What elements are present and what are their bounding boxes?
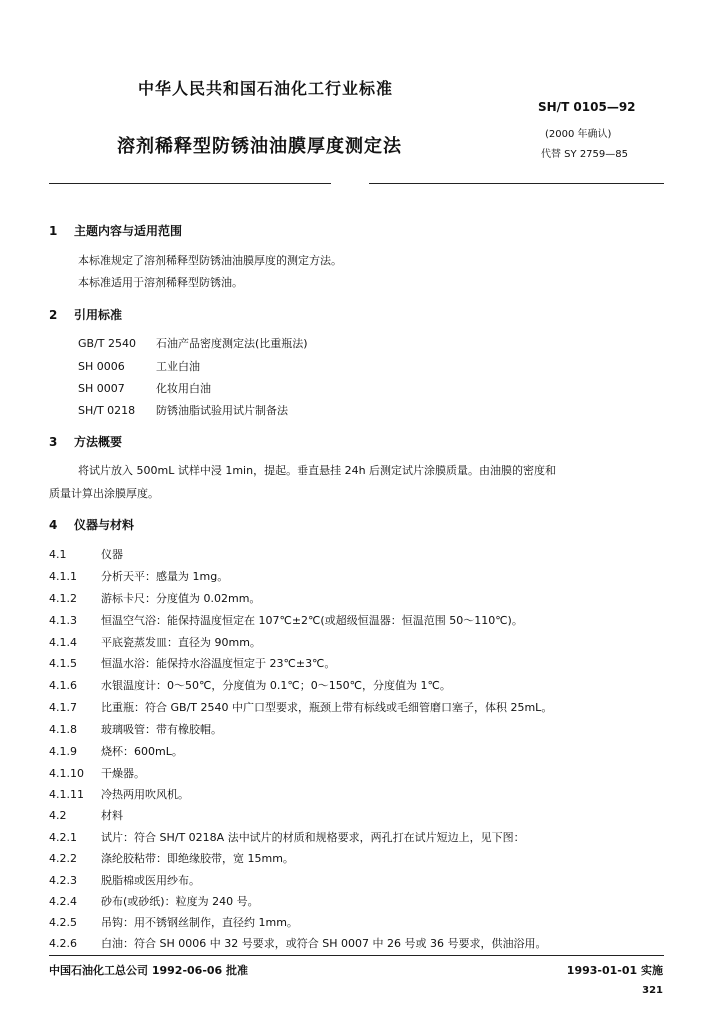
clause-item	[49, 850, 294, 866]
clause-text: 涤纶胶粘带：即绝缘胶带，宽 15mm。	[101, 852, 294, 865]
clause-item	[49, 546, 123, 562]
document-title: 溶剂稀释型防锈油油膜厚度测定法	[117, 136, 402, 157]
clause-item	[49, 590, 260, 606]
clause-item	[49, 807, 123, 823]
header-rule-right	[369, 183, 664, 184]
clause-text: 吊钩：用不锈钢丝制作，直径约 1mm。	[101, 916, 298, 929]
clause-text: 干燥器。	[101, 767, 145, 780]
clause-text: 分析天平：感量为 1mg。	[101, 570, 229, 583]
clause-item	[49, 935, 546, 951]
reference-title: 石油产品密度测定法(比重瓶法)	[156, 337, 308, 350]
clause-item	[49, 765, 145, 781]
clause-item	[49, 829, 525, 845]
section-title: 引用标准	[74, 308, 123, 322]
clause-number: 4.1.6	[49, 679, 77, 692]
clause-text: 平底瓷蒸发皿：直径为 90mm。	[101, 636, 261, 649]
clause-number: 4.2.4	[49, 895, 77, 908]
reference-title: 工业白油	[156, 360, 200, 373]
section-title: 方法概要	[74, 435, 123, 449]
reference-title: 化妆用白油	[156, 382, 211, 395]
clause-number: 4.1.9	[49, 745, 77, 758]
clause-number: 4.1.4	[49, 636, 77, 649]
clause-item	[49, 721, 222, 737]
clause-item	[49, 872, 200, 888]
clause-text: 脱脂棉或医用纱布。	[101, 874, 200, 887]
clause-number: 4.1.3	[49, 614, 77, 627]
clause-text: 砂布(或砂纸)：粒度为 240 号。	[101, 895, 259, 908]
clause-number: 4.2.6	[49, 937, 77, 950]
clause-number: 4.1	[49, 548, 67, 561]
section-3-heading	[49, 433, 122, 450]
section-1-heading	[49, 222, 182, 239]
replaces-note: 代替 SY 2759—85	[541, 149, 628, 160]
confirmation-note: (2000 年确认)	[545, 129, 612, 140]
reference-item	[78, 380, 211, 396]
section-2-heading	[49, 306, 122, 323]
clause-item	[49, 699, 552, 715]
section-number: 1	[49, 224, 58, 238]
section-number: 4	[49, 518, 58, 532]
clause-item	[49, 655, 335, 671]
paragraph-continuation: 质量计算出涂膜厚度。	[49, 487, 159, 500]
footer-rule	[49, 955, 664, 956]
clause-item	[49, 568, 228, 584]
clause-item	[49, 677, 451, 693]
reference-item	[78, 402, 288, 418]
standard-code: SH/T 0105—92	[538, 100, 636, 114]
clause-number: 4.2.5	[49, 916, 77, 929]
clause-text: 恒温水浴：能保持水浴温度恒定于 23℃±3℃。	[101, 657, 336, 670]
reference-item	[78, 358, 200, 374]
clause-number: 4.2	[49, 809, 67, 822]
clause-number: 4.1.8	[49, 723, 77, 736]
paragraph: 本标准规定了溶剂稀释型防锈油油膜厚度的测定方法。	[78, 254, 342, 267]
paragraph: 将试片放入 500mL 试样中浸 1min，提起。垂直悬挂 24h 后测定试片涂膜质量。由油膜的密度和	[78, 464, 557, 477]
clause-number: 4.2.3	[49, 874, 77, 887]
reference-code: SH 0006	[78, 360, 125, 373]
reference-code: SH 0007	[78, 382, 125, 395]
clause-text: 恒温空气浴：能保持温度恒定在 107℃±2℃(或超级恒温器：恒温范围 50～110℃)。	[101, 614, 523, 627]
implementation-line: 1993-01-01 实施	[566, 964, 663, 977]
section-title: 主题内容与适用范围	[74, 224, 183, 238]
paragraph: 本标准适用于溶剂稀释型防锈油。	[78, 276, 243, 289]
clause-number: 4.2.1	[49, 831, 77, 844]
approval-line: 中国石油化工总公司 1992-06-06 批准	[49, 964, 249, 977]
clause-text: 玻璃吸管：带有橡胶帽。	[101, 723, 222, 736]
clause-number: 4.1.5	[49, 657, 77, 670]
reference-item	[78, 335, 308, 351]
header-rule-left	[49, 183, 331, 184]
clause-number: 4.1.10	[49, 767, 84, 780]
clause-text: 材料	[101, 809, 123, 822]
page-number: 321	[642, 985, 663, 996]
section-number: 3	[49, 435, 58, 449]
clause-text: 仪器	[101, 548, 123, 561]
reference-code: SH/T 0218	[78, 404, 136, 417]
reference-code: GB/T 2540	[78, 337, 136, 350]
reference-title: 防锈油脂试验用试片制备法	[156, 404, 288, 417]
clause-text: 烧杯：600mL。	[101, 745, 183, 758]
clause-text: 冷热两用吹风机。	[101, 788, 189, 801]
clause-item	[49, 634, 261, 650]
clause-item	[49, 612, 523, 628]
clause-text: 比重瓶：符合 GB/T 2540 中广口型要求，瓶颈上带有标线或毛细管磨口塞子，体积 25mL。	[101, 701, 553, 714]
clause-number: 4.1.2	[49, 592, 77, 605]
issuing-body-title: 中华人民共和国石油化工行业标准	[138, 79, 394, 98]
clause-text: 白油：符合 SH 0006 中 32 号要求，或符合 SH 0007 中 26 号或 36 号要求，供油浴用。	[101, 937, 547, 950]
section-4-heading	[49, 516, 134, 533]
section-number: 2	[49, 308, 58, 322]
clause-text: 游标卡尺：分度值为 0.02mm。	[101, 592, 261, 605]
clause-number: 4.2.2	[49, 852, 77, 865]
clause-item	[49, 914, 298, 930]
clause-number: 4.1.1	[49, 570, 77, 583]
clause-item	[49, 786, 189, 802]
clause-text: 试片：符合 SH/T 0218A 法中试片的材质和规格要求，两孔打在试片短边上，见下图：	[101, 831, 525, 844]
clause-number: 4.1.11	[49, 788, 84, 801]
section-title: 仪器与材料	[74, 518, 135, 532]
clause-item	[49, 743, 183, 759]
clause-number: 4.1.7	[49, 701, 77, 714]
clause-text: 水银温度计：0～50℃，分度值为 0.1℃；0～150℃，分度值为 1℃。	[101, 679, 451, 692]
clause-item	[49, 893, 259, 909]
